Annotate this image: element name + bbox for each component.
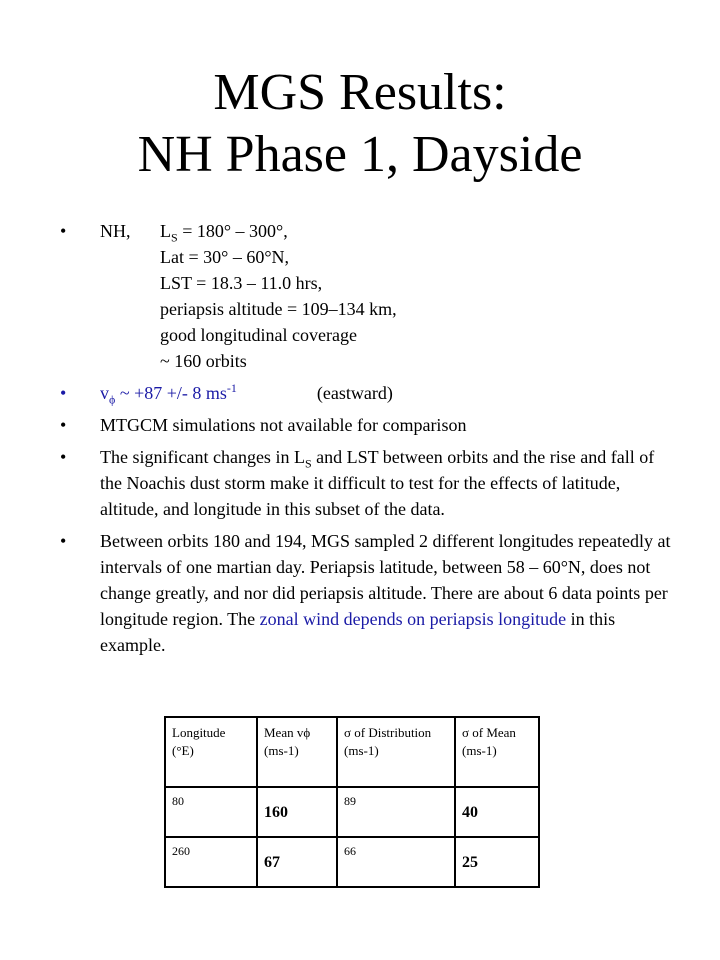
cell-longitude: 260: [165, 837, 257, 887]
table-header-row: [165, 717, 539, 787]
highlight-text: zonal wind depends on periapsis longitude: [259, 609, 567, 629]
altitude-range: periapsis altitude = 109–134 km,: [160, 299, 397, 319]
mtgcm-text: MTGCM simulations not available for comparison: [100, 415, 467, 435]
changes-text: The significant changes in $L_S$ and LST between orbits and the rise and fall of the Noachis dust storm make it difficult to test for the effects of latitude, altitude, and longitude in this subset of the data.: [100, 447, 655, 519]
bullet-dot: •: [60, 221, 67, 241]
header-longitude: Longitude (°E): [165, 717, 257, 787]
cell-sigma-distribution: 66: [337, 837, 455, 887]
bullet-nh: [60, 218, 680, 374]
bullet-dot: •: [60, 415, 67, 435]
header-sigma-mean: σ of Mean (ms-1): [455, 717, 539, 787]
coverage-note: good longitudinal coverage: [160, 325, 357, 345]
results-table: [164, 716, 540, 888]
bullet-velocity: [60, 380, 680, 406]
slide-title: [0, 62, 720, 187]
velocity-value: $v_\phi$ ~ +87 +/- 8 $ms^{-1}$: [100, 381, 237, 407]
cell-mean: 160: [257, 787, 337, 837]
bullet-dot: •: [60, 531, 67, 551]
cell-mean: 67: [257, 837, 337, 887]
cell-sigma-mean: 25: [455, 837, 539, 887]
cell-sigma-distribution: 89: [337, 787, 455, 837]
bullet-between: [60, 528, 680, 658]
lst-range: LST = 18.3 – 11.0 hrs,: [160, 273, 323, 293]
ls-range: $L_S = 180^\circ - 300^\circ$,: [160, 221, 288, 245]
bullet-list: [60, 218, 680, 664]
header-sigma-distribution: σ of Distribution (ms-1): [337, 717, 455, 787]
nh-label: NH,: [100, 221, 131, 241]
bullet-changes: [60, 444, 680, 522]
header-mean: Mean vϕ (ms-1): [257, 717, 337, 787]
bullet-dot: •: [60, 447, 67, 467]
title-line-1: MGS Results:: [213, 64, 507, 121]
table-row: [165, 787, 539, 837]
lat-range: Lat = 30° – 60°N,: [160, 247, 290, 267]
bullet-dot: •: [60, 383, 67, 403]
nh-parameters: [160, 218, 397, 374]
table-row: [165, 837, 539, 887]
bullet-mtgcm: [60, 412, 680, 438]
velocity-note: (eastward): [316, 383, 393, 403]
cell-sigma-mean: 40: [455, 787, 539, 837]
orbit-count: ~ 160 orbits: [160, 351, 247, 371]
between-text: Between orbits 180 and 194, MGS sampled 2 different longitudes repeatedly at intervals of one martian day. Periapsis latitude, between 58 – 60°N, does not change greatly, and nor did periapsis altitude. There are about 6 data points per longitude region. The zonal wind depends on periapsis longitude in this example.: [100, 531, 671, 655]
cell-longitude: 80: [165, 787, 257, 837]
title-line-2: NH Phase 1, Dayside: [137, 126, 583, 184]
